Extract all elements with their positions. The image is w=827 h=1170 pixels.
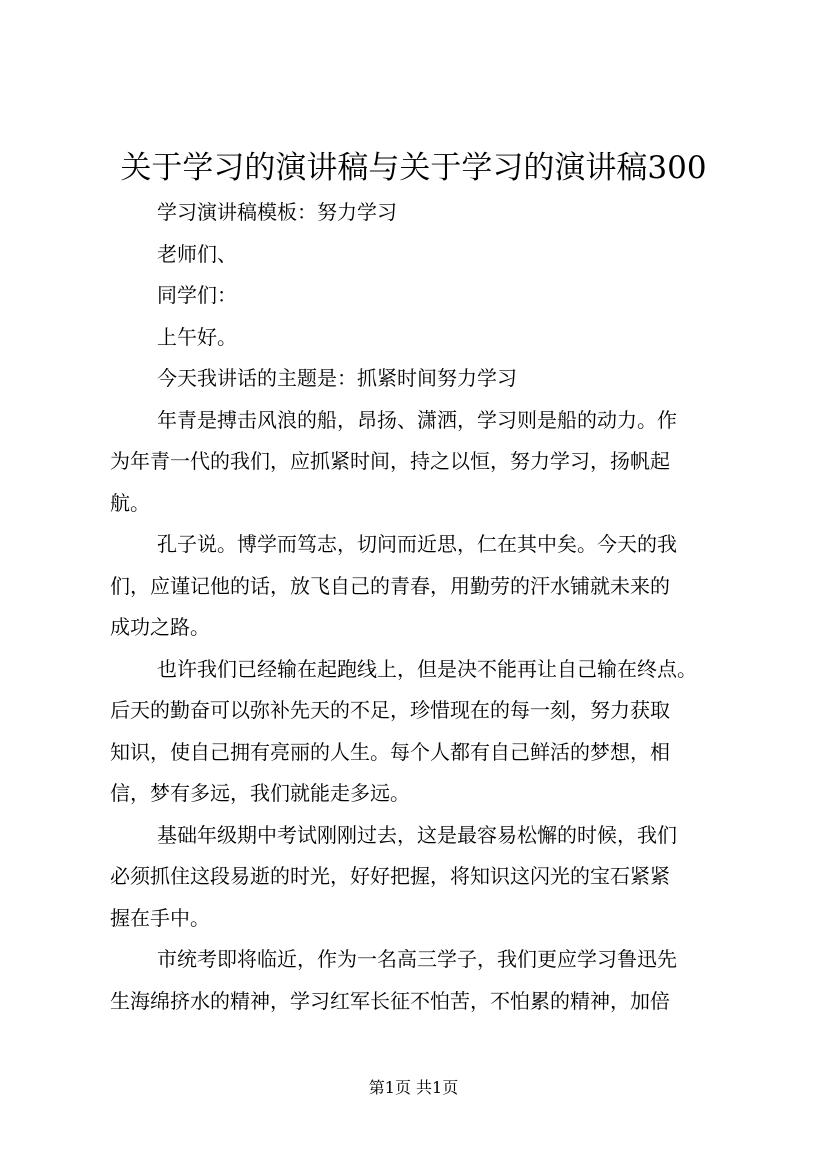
- paragraph-line: 必须抓住这段易逝的时光，好好把握，将知识这闪光的宝石紧紧: [110, 864, 670, 888]
- paragraph-line: 今天我讲话的主题是：抓紧时间努力学习: [157, 366, 517, 390]
- paragraph-line: 学习演讲稿模板：努力学习: [157, 200, 397, 224]
- paragraph-line: 孔子说。博学而笃志，切问而近思，仁在其中矣。今天的我: [157, 532, 677, 556]
- paragraph-line: 成功之路。: [110, 615, 210, 639]
- paragraph-line: 知识，使自己拥有亮丽的人生。每个人都有自己鲜活的梦想，相: [110, 739, 670, 764]
- paragraph-line: 年青是搏击风浪的船，昂扬、潇洒，学习则是船的动力。作: [157, 407, 677, 432]
- paragraph-line: 航。: [110, 490, 150, 515]
- paragraph-line: 为年青一代的我们，应抓紧时间，持之以恒，努力学习，扬帆起: [110, 449, 670, 473]
- paragraph-line: 生海绵挤水的精神，学习红军长征不怕苦，不怕累的精神，加倍: [110, 988, 670, 1013]
- page-footer: 第1页 共1页: [368, 1078, 459, 1097]
- paragraph-line: 后天的勤奋可以弥补先天的不足，珍惜现在的每一刻，努力获取: [110, 698, 670, 722]
- paragraph-line: 市统考即将临近，作为一名高三学子，我们更应学习鲁迅先: [157, 947, 677, 971]
- paragraph-line: 基础年级期中考试刚刚过去，这是最容易松懈的时候，我们: [157, 822, 677, 847]
- paragraph-line: 上午好。: [157, 324, 237, 349]
- paragraph-line: 握在手中。: [110, 905, 210, 930]
- paragraph-line: 信，梦有多远，我们就能走多远。: [110, 781, 410, 805]
- paragraph-line: 同学们：: [157, 283, 237, 307]
- paragraph-line: 老师们、: [157, 241, 237, 266]
- document-title: 关于学习的演讲稿与关于学习的演讲稿300: [120, 150, 707, 186]
- document-body: [110, 192, 740, 1022]
- paragraph-line: 们，应谨记他的话，放飞自己的青春，用勤劳的汗水铺就未来的: [110, 573, 670, 598]
- paragraph-line: 也许我们已经输在起跑线上，但是决不能再让自己输在终点。: [157, 656, 697, 681]
